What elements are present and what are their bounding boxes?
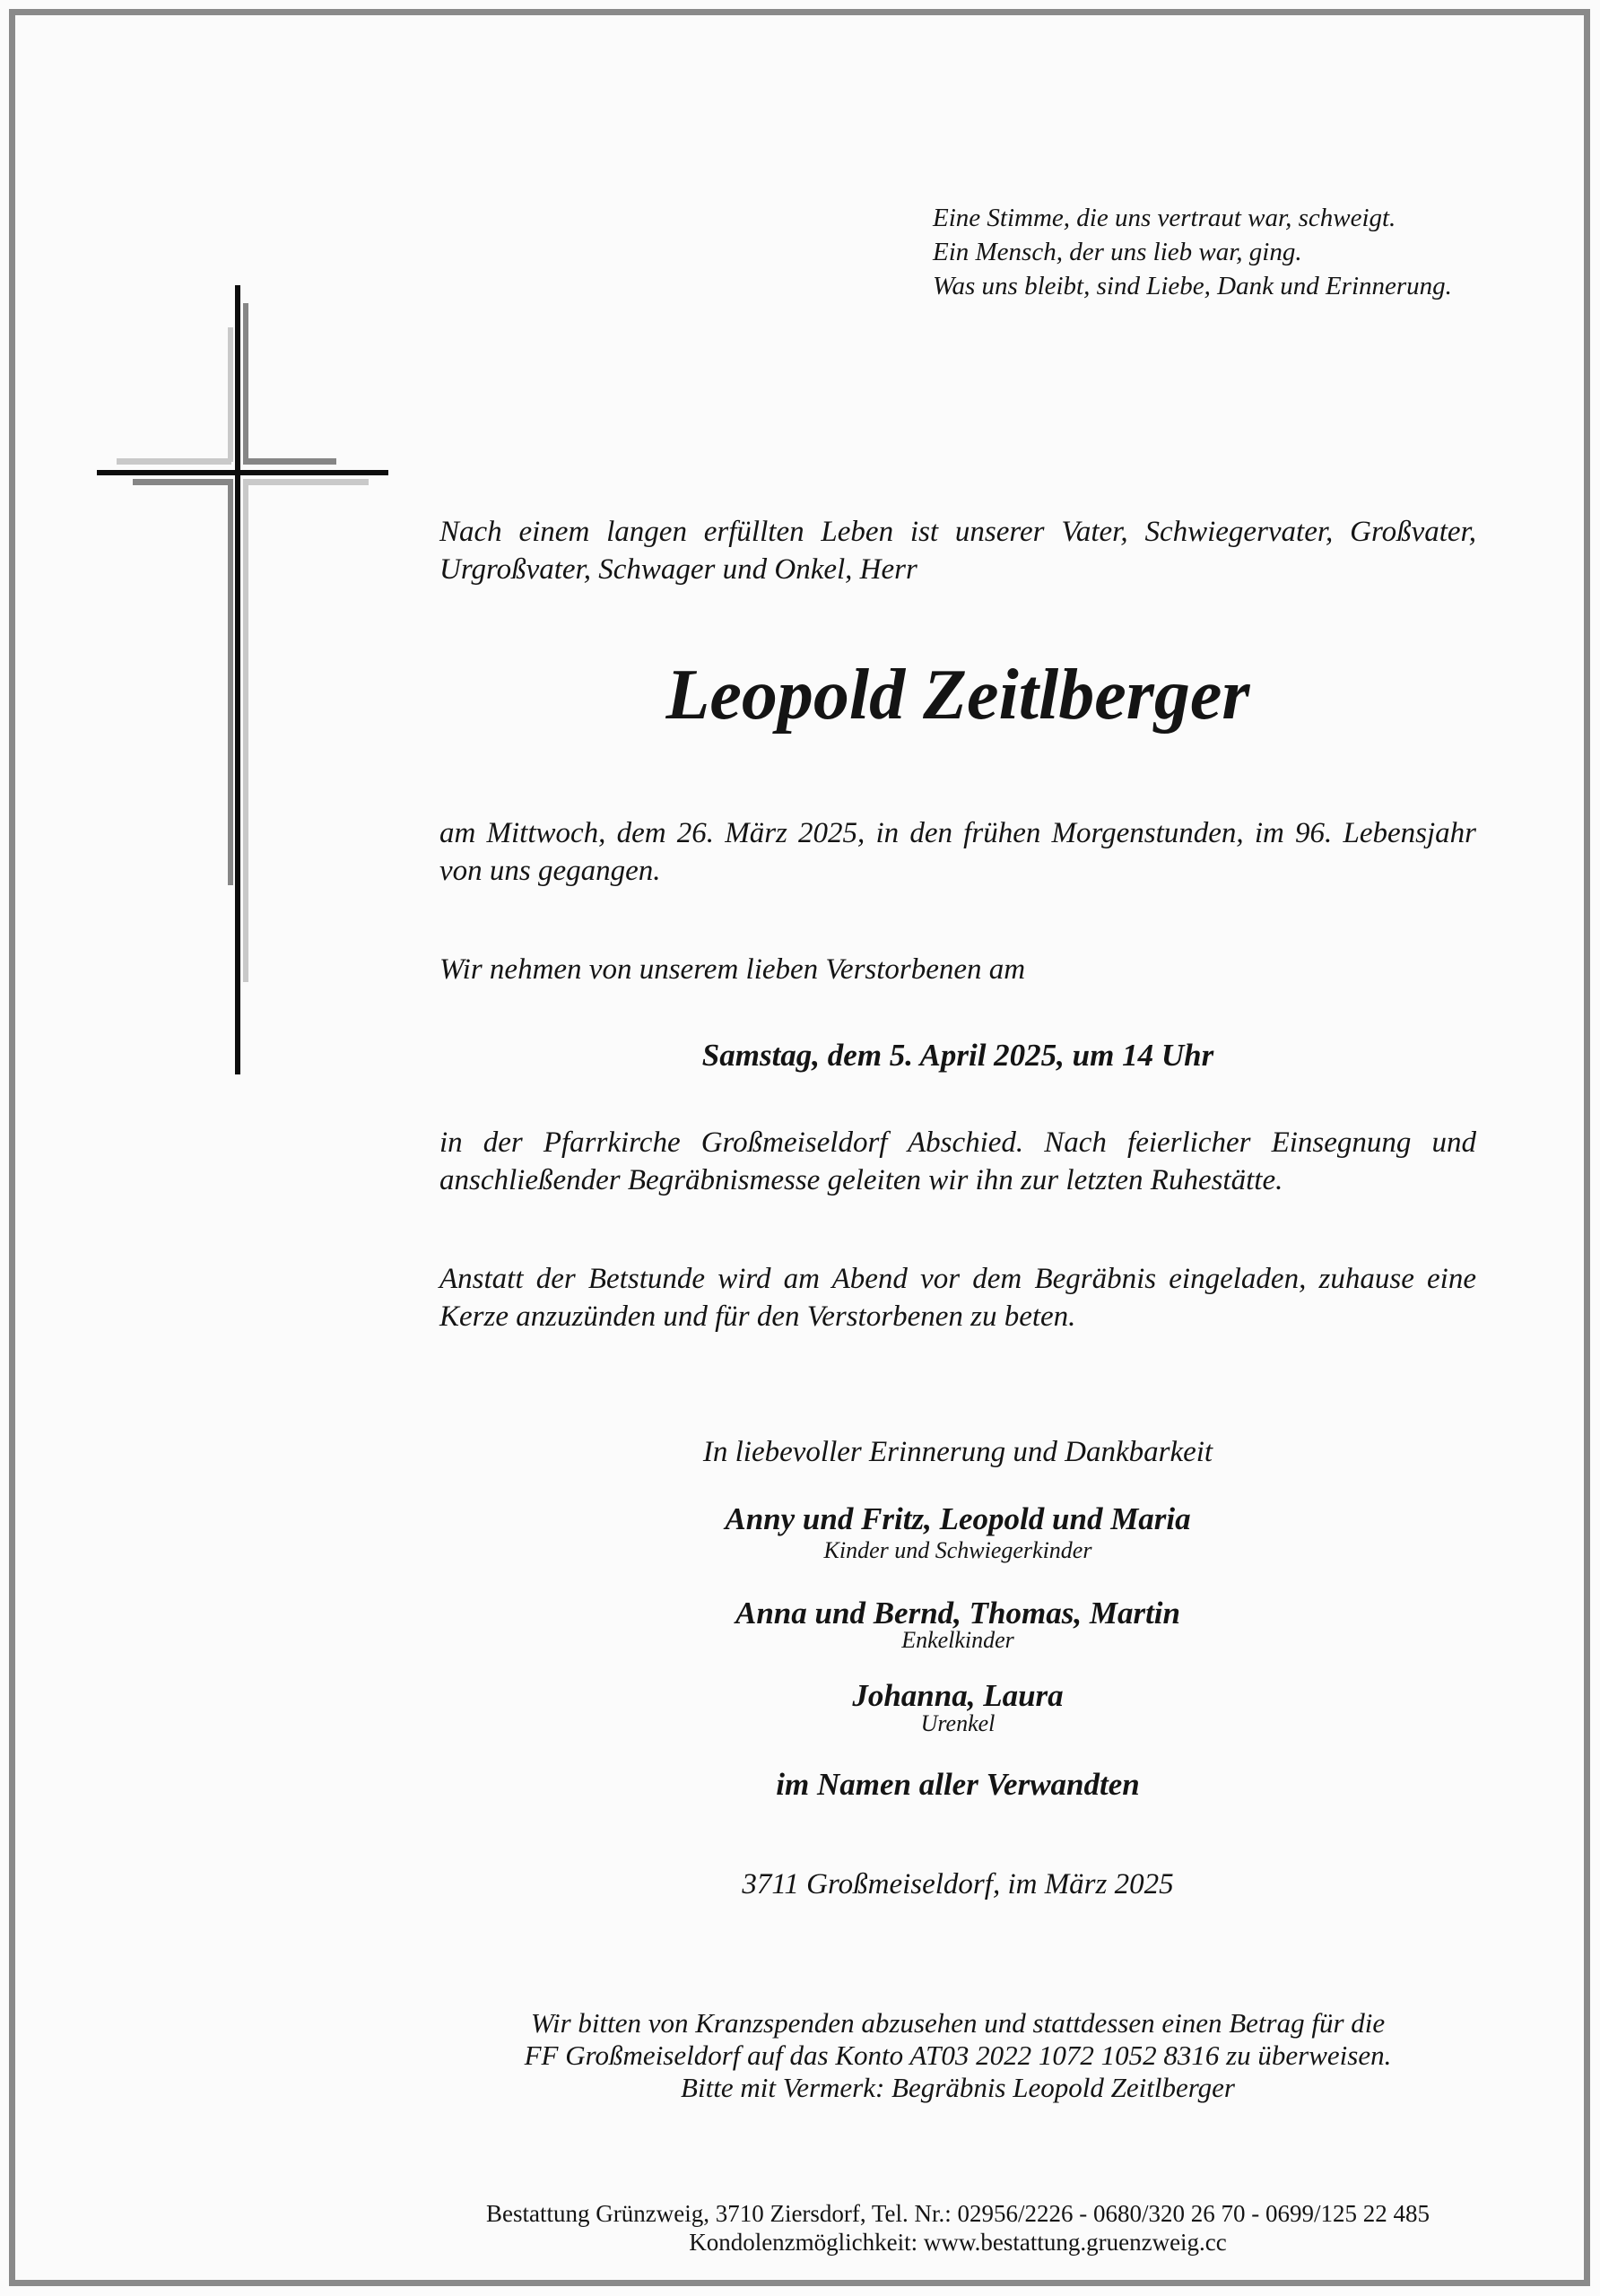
donation-line: Bitte mit Vermerk: Begräbnis Leopold Zeitlberger xyxy=(681,2072,1235,2103)
deceased-name: Leopold Zeitlberger xyxy=(665,656,1250,735)
funeral-home-footer xyxy=(359,2199,1557,2257)
candle-line: Kerze anzuzünden und für den Verstorbenen zu beten. xyxy=(439,1300,1076,1333)
passing-paragraph xyxy=(439,814,1476,890)
verse-line: Eine Stimme, die uns vertraut war, schweigt. xyxy=(933,204,1396,232)
cross-vertical-beam xyxy=(235,285,240,1074)
verse-line: Was uns bleibt, sind Liebe, Dank und Erinnerung. xyxy=(933,272,1452,300)
church-line: anschließender Begräbnismesse geleiten wir ihn zur letzten Ruhestätte. xyxy=(439,1164,1283,1196)
cross-shadow-light-horizontal-right xyxy=(244,479,369,485)
farewell-intro: Wir nehmen von unserem lieben Verstorbenen am xyxy=(439,953,1026,986)
family-names-children: Anny und Fritz, Leopold und Maria xyxy=(725,1501,1191,1536)
candle-paragraph xyxy=(439,1260,1476,1335)
intro-line: Nach einem langen erfüllten Leben ist unserer Vater, Schwiegervater, Großvater, xyxy=(439,516,1476,548)
church-line: in der Pfarrkirche Großmeiseldorf Abschied. Nach feierlicher Einsegnung und xyxy=(439,1126,1476,1159)
memorial-verse xyxy=(933,201,1489,303)
family-names-grandchildren: Anna und Bernd, Thomas, Martin xyxy=(735,1596,1180,1631)
family-relation-greatgrandchildren: Urenkel xyxy=(920,1710,996,1736)
cross-shadow-dark-horizontal-left xyxy=(133,479,231,485)
church-paragraph xyxy=(439,1124,1476,1199)
family-names-greatgrandchildren: Johanna, Laura xyxy=(852,1678,1064,1713)
cross-shadow-light-vertical-top xyxy=(228,327,233,462)
donation-note xyxy=(439,2007,1476,2104)
cross-horizontal-beam xyxy=(97,470,388,475)
cross-shadow-light-vertical-bottom xyxy=(243,479,248,982)
intro-line: Urgroßvater, Schwager und Onkel, Herr xyxy=(439,553,917,586)
family-relation-children: Kinder und Schwiegerkinder xyxy=(823,1537,1092,1563)
footer-contact-line: Bestattung Grünzweig, 3710 Ziersdorf, Tel. Nr.: 02956/2226 - 0680/320 26 70 - 0699/125 22 485 xyxy=(486,2200,1430,2227)
family-closing: im Namen aller Verwandten xyxy=(776,1767,1140,1802)
passing-line: von uns gegangen. xyxy=(439,855,661,887)
footer-condolence-line: Kondolenzmöglichkeit: www.bestattung.gruenzweig.cc xyxy=(689,2229,1227,2256)
donation-line: FF Großmeiseldorf auf das Konto AT03 2022 1072 1052 8316 zu überweisen. xyxy=(524,2039,1392,2071)
family-relation-grandchildren: Enkelkinder xyxy=(901,1627,1014,1653)
cross-shadow-light-horizontal-left xyxy=(117,458,231,465)
candle-line: Anstatt der Betstunde wird am Abend vor dem Begräbnis eingeladen, zuhause eine xyxy=(439,1263,1476,1295)
intro-paragraph xyxy=(439,513,1476,588)
cross-shadow-dark-vertical-bottom xyxy=(228,479,233,885)
verse-line: Ein Mensch, der uns lieb war, ging. xyxy=(933,238,1302,266)
ceremony-datetime: Samstag, dem 5. April 2025, um 14 Uhr xyxy=(701,1038,1214,1073)
place-date: 3711 Großmeiseldorf, im März 2025 xyxy=(742,1868,1174,1900)
cross-shadow-dark-vertical-top xyxy=(243,303,248,465)
passing-line: am Mittwoch, dem 26. März 2025, in den frühen Morgenstunden, im 96. Lebensjahr xyxy=(439,817,1476,849)
donation-line: Wir bitten von Kranzspenden abzusehen und stattdessen einen Betrag für die xyxy=(530,2007,1386,2039)
remembrance-heading: In liebevoller Erinnerung und Dankbarkeit xyxy=(702,1436,1213,1468)
cross-shadow-dark-horizontal-right xyxy=(244,458,336,465)
